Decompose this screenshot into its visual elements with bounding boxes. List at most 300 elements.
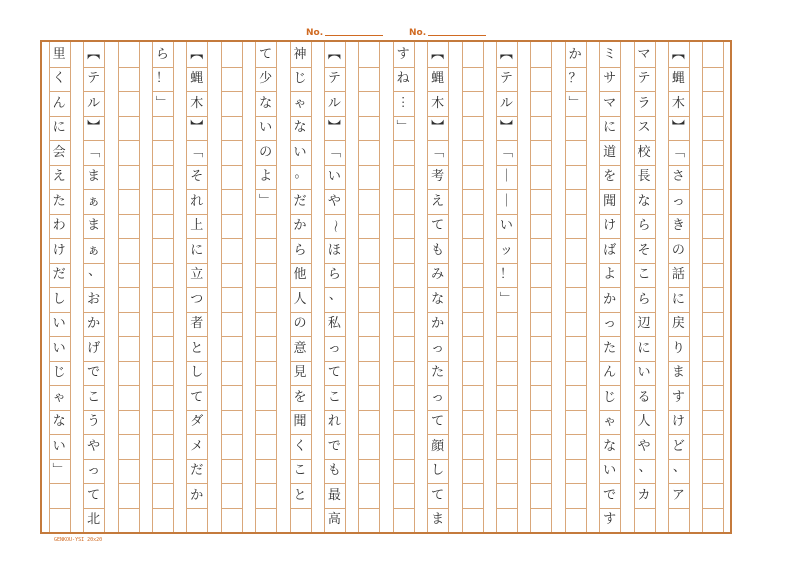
manuscript-char: ど	[671, 438, 685, 454]
manuscript-char: ア	[671, 487, 685, 503]
manuscript-char: た	[603, 340, 617, 356]
row-rule	[118, 483, 139, 484]
row-rule	[496, 336, 517, 337]
row-rule	[634, 508, 655, 509]
row-rule	[530, 312, 551, 313]
manuscript-char: 最	[327, 487, 341, 503]
column-rule	[655, 42, 656, 532]
row-rule	[702, 214, 723, 215]
row-rule	[152, 385, 173, 386]
manuscript-char: を	[293, 389, 307, 405]
manuscript-char: テ	[87, 71, 101, 87]
manuscript-char: い	[52, 340, 66, 356]
row-rule	[530, 91, 551, 92]
row-rule	[530, 165, 551, 166]
manuscript-char: ﹂	[155, 95, 169, 111]
row-rule	[462, 361, 483, 362]
column-rule	[173, 42, 174, 532]
row-rule	[393, 459, 414, 460]
row-rule	[221, 410, 242, 411]
header-number-1	[306, 27, 383, 38]
row-rule	[255, 459, 276, 460]
manuscript-char: ﹁	[431, 144, 445, 160]
row-rule	[221, 263, 242, 264]
manuscript-char: た	[431, 365, 445, 381]
row-rule	[152, 312, 173, 313]
manuscript-char: サ	[603, 71, 617, 87]
manuscript-char: な	[293, 120, 307, 136]
row-rule	[496, 385, 517, 386]
manuscript-char: て	[431, 218, 445, 234]
row-rule	[255, 508, 276, 509]
manuscript-char: ん	[52, 95, 66, 111]
row-rule	[393, 410, 414, 411]
row-rule	[255, 312, 276, 313]
manuscript-char: ﹂	[259, 193, 273, 209]
manuscript-char: 木	[671, 95, 685, 111]
row-rule	[358, 214, 379, 215]
manuscript-char: ﹁	[87, 144, 101, 160]
manuscript-char: 他	[293, 267, 307, 283]
manuscript-char: ︼	[327, 120, 341, 136]
manuscript-char: な	[637, 193, 651, 209]
row-rule	[358, 189, 379, 190]
manuscript-char: さ	[671, 169, 685, 185]
row-rule	[530, 434, 551, 435]
row-rule	[496, 312, 517, 313]
column-rule	[483, 42, 484, 532]
row-rule	[530, 263, 551, 264]
manuscript-char: 見	[293, 365, 307, 381]
manuscript-char: 蝿	[431, 71, 445, 87]
manuscript-char: に	[603, 120, 617, 136]
column-rule	[586, 42, 587, 532]
row-rule	[358, 116, 379, 117]
column-rule	[276, 42, 277, 532]
manuscript-char: 聞	[293, 414, 307, 430]
header-number-2	[409, 27, 486, 38]
row-rule	[255, 361, 276, 362]
column-rule	[379, 42, 380, 532]
column-rule	[345, 42, 346, 532]
manuscript-char: ぁ	[87, 193, 101, 209]
manuscript-char: カ	[637, 487, 651, 503]
manuscript-char: 立	[190, 267, 204, 283]
row-rule	[565, 336, 586, 337]
row-rule	[358, 312, 379, 313]
manuscript-char: い	[293, 144, 307, 160]
manuscript-char: ︼	[671, 120, 685, 136]
manuscript-char: だ	[52, 267, 66, 283]
manuscript-char: い	[499, 218, 513, 234]
row-rule	[702, 508, 723, 509]
manuscript-char: ミ	[603, 46, 617, 62]
column-rule	[723, 42, 724, 532]
manuscript-char: ﹁	[671, 144, 685, 160]
row-rule	[393, 238, 414, 239]
manuscript-char: ゃ	[52, 389, 66, 405]
row-rule	[152, 459, 173, 460]
manuscript-char: ほ	[327, 242, 341, 258]
row-rule	[565, 263, 586, 264]
row-rule	[393, 140, 414, 141]
row-rule	[49, 508, 70, 509]
row-rule	[118, 361, 139, 362]
column-rule	[139, 42, 140, 532]
row-rule	[358, 434, 379, 435]
column-rule	[689, 42, 690, 532]
manuscript-char: っ	[327, 340, 341, 356]
manuscript-char: 考	[431, 169, 445, 185]
row-rule	[702, 312, 723, 313]
manuscript-char: じ	[293, 71, 307, 87]
row-rule	[221, 434, 242, 435]
manuscript-char: ら	[637, 218, 651, 234]
manuscript-char: や	[87, 438, 101, 454]
row-rule	[393, 483, 414, 484]
row-rule	[358, 508, 379, 509]
manuscript-char: に	[637, 340, 651, 356]
manuscript-char: 蝿	[671, 71, 685, 87]
row-rule	[358, 140, 379, 141]
header-number-line	[325, 27, 383, 36]
row-rule	[530, 287, 551, 288]
row-rule	[530, 483, 551, 484]
manuscript-char: て	[327, 365, 341, 381]
manuscript-char: と	[293, 487, 307, 503]
manuscript-char: い	[637, 365, 651, 381]
column-rule	[620, 42, 621, 532]
manuscript-char: 話	[671, 267, 685, 283]
row-rule	[118, 140, 139, 141]
manuscript-char: ル	[327, 95, 341, 111]
manuscript-char: う	[87, 414, 101, 430]
row-rule	[221, 91, 242, 92]
row-rule	[462, 312, 483, 313]
row-rule	[221, 385, 242, 386]
row-rule	[462, 140, 483, 141]
manuscript-char: っ	[671, 193, 685, 209]
manuscript-char: ダ	[190, 414, 204, 430]
row-rule	[530, 214, 551, 215]
column-rule	[242, 42, 243, 532]
row-rule	[496, 410, 517, 411]
manuscript-char: ら	[327, 267, 341, 283]
manuscript-char: 木	[431, 95, 445, 111]
row-rule	[358, 287, 379, 288]
manuscript-char: 者	[190, 316, 204, 332]
row-rule	[152, 263, 173, 264]
manuscript-char: マ	[637, 46, 651, 62]
manuscript-char: 戻	[671, 316, 685, 332]
manuscript-char: ﹂	[52, 463, 66, 479]
manuscript-char: ス	[637, 120, 651, 136]
row-rule	[530, 67, 551, 68]
manuscript-char: か	[87, 316, 101, 332]
manuscript-char: 上	[190, 218, 204, 234]
row-rule	[462, 385, 483, 386]
manuscript-char: つ	[190, 291, 204, 307]
row-rule	[358, 91, 379, 92]
manuscript-char: ︼	[87, 120, 101, 136]
manuscript-char: ッ	[499, 242, 513, 258]
row-rule	[152, 410, 173, 411]
row-rule	[702, 434, 723, 435]
row-rule	[496, 483, 517, 484]
manuscript-char: お	[87, 291, 101, 307]
row-rule	[221, 312, 242, 313]
row-rule	[393, 508, 414, 509]
manuscript-char: テ	[327, 71, 341, 87]
manuscript-char: れ	[327, 414, 341, 430]
row-rule	[255, 410, 276, 411]
manuscript-char: ︻	[671, 46, 685, 62]
row-rule	[255, 214, 276, 215]
manuscript-char: 木	[190, 95, 204, 111]
row-rule	[565, 165, 586, 166]
manuscript-char: ま	[87, 218, 101, 234]
row-rule	[565, 140, 586, 141]
manuscript-char: ︻	[327, 46, 341, 62]
row-rule	[702, 336, 723, 337]
manuscript-char: け	[603, 218, 617, 234]
row-rule	[118, 165, 139, 166]
row-rule	[393, 361, 414, 362]
manuscript-char: ま	[671, 365, 685, 381]
row-rule	[118, 238, 139, 239]
manuscript-char: ︻	[87, 46, 101, 62]
manuscript-char: 少	[259, 71, 273, 87]
row-rule	[186, 508, 207, 509]
row-rule	[702, 287, 723, 288]
row-rule	[530, 189, 551, 190]
row-rule	[118, 287, 139, 288]
row-rule	[496, 508, 517, 509]
manuscript-char: す	[671, 389, 685, 405]
row-rule	[496, 361, 517, 362]
manuscript-char: っ	[603, 316, 617, 332]
row-rule	[702, 238, 723, 239]
manuscript-char: ﹁	[499, 144, 513, 160]
manuscript-char: な	[431, 291, 445, 307]
manuscript-char: 長	[637, 169, 651, 185]
footer-label: GENKOU-YSI 20x20	[54, 537, 103, 543]
row-rule	[462, 459, 483, 460]
manuscript-char: ！	[155, 71, 169, 87]
manuscript-char: の	[671, 242, 685, 258]
row-rule	[565, 434, 586, 435]
row-rule	[462, 287, 483, 288]
column-rule	[448, 42, 449, 532]
row-rule	[221, 336, 242, 337]
row-rule	[152, 238, 173, 239]
row-rule	[221, 140, 242, 141]
row-rule	[152, 336, 173, 337]
manuscript-char: て	[259, 46, 273, 62]
row-rule	[462, 67, 483, 68]
manuscript-char: ︼	[431, 120, 445, 136]
row-rule	[565, 189, 586, 190]
row-rule	[152, 287, 173, 288]
row-rule	[118, 91, 139, 92]
manuscript-char: こ	[87, 389, 101, 405]
row-rule	[290, 508, 311, 509]
manuscript-char: し	[431, 463, 445, 479]
manuscript-char: て	[431, 414, 445, 430]
row-rule	[118, 189, 139, 190]
row-rule	[221, 459, 242, 460]
manuscript-char: メ	[190, 438, 204, 454]
row-rule	[118, 67, 139, 68]
manuscript-char: か	[603, 291, 617, 307]
manuscript-char: だ	[293, 193, 307, 209]
row-rule	[530, 140, 551, 141]
manuscript-char: ら	[637, 291, 651, 307]
manuscript-char: り	[671, 340, 685, 356]
manuscript-char: ら	[155, 46, 169, 62]
manuscript-char: ﹂	[499, 291, 513, 307]
row-rule	[358, 361, 379, 362]
row-rule	[462, 165, 483, 166]
row-rule	[393, 189, 414, 190]
manuscript-char: す	[603, 512, 617, 528]
manuscript-char: に	[671, 291, 685, 307]
row-rule	[702, 410, 723, 411]
manuscript-char: な	[52, 414, 66, 430]
row-rule	[462, 508, 483, 509]
row-rule	[530, 508, 551, 509]
manuscript-char: よ	[259, 169, 273, 185]
row-rule	[702, 165, 723, 166]
manuscript-char: け	[52, 242, 66, 258]
column-rule	[551, 42, 552, 532]
manuscript-char: ね	[396, 71, 410, 87]
header-number-label: No.	[306, 28, 324, 38]
column-rule	[311, 42, 312, 532]
row-rule	[565, 410, 586, 411]
manuscript-char: 蝿	[190, 71, 204, 87]
manuscript-char: な	[259, 95, 273, 111]
manuscript-char: の	[293, 316, 307, 332]
manuscript-char: ︼	[190, 120, 204, 136]
manuscript-sheet	[40, 40, 732, 534]
manuscript-char: ｜	[499, 193, 513, 209]
row-rule	[530, 459, 551, 460]
manuscript-char: ま	[87, 169, 101, 185]
row-rule	[496, 459, 517, 460]
row-rule	[152, 483, 173, 484]
manuscript-char: す	[396, 46, 410, 62]
row-rule	[530, 238, 551, 239]
row-rule	[565, 508, 586, 509]
manuscript-char: し	[190, 365, 204, 381]
row-rule	[358, 336, 379, 337]
manuscript-char: て	[190, 389, 204, 405]
manuscript-char: み	[431, 267, 445, 283]
manuscript-char: く	[52, 71, 66, 87]
row-rule	[255, 483, 276, 484]
manuscript-char: ︻	[431, 46, 445, 62]
column-rule	[517, 42, 518, 532]
manuscript-char: な	[603, 438, 617, 454]
row-rule	[221, 116, 242, 117]
manuscript-char: ル	[87, 95, 101, 111]
row-rule	[462, 189, 483, 190]
manuscript-char: に	[190, 242, 204, 258]
manuscript-char: 神	[293, 46, 307, 62]
row-rule	[702, 459, 723, 460]
row-rule	[565, 361, 586, 362]
manuscript-char: い	[259, 120, 273, 136]
manuscript-char: ら	[293, 242, 307, 258]
manuscript-char: 私	[327, 316, 341, 332]
row-rule	[462, 238, 483, 239]
row-rule	[255, 385, 276, 386]
manuscript-char: え	[52, 169, 66, 185]
row-rule	[221, 214, 242, 215]
manuscript-char: こ	[327, 389, 341, 405]
manuscript-char: い	[327, 169, 341, 185]
manuscript-char: く	[293, 438, 307, 454]
row-rule	[702, 263, 723, 264]
row-rule	[118, 116, 139, 117]
manuscript-char: ﹁	[190, 144, 204, 160]
manuscript-char: マ	[603, 95, 617, 111]
manuscript-char: 人	[293, 291, 307, 307]
manuscript-char: ︻	[190, 46, 204, 62]
manuscript-char: で	[603, 487, 617, 503]
manuscript-char: ︻	[499, 46, 513, 62]
manuscript-char: こ	[293, 463, 307, 479]
manuscript-char: っ	[87, 463, 101, 479]
column-rule	[207, 42, 208, 532]
row-rule	[221, 508, 242, 509]
row-rule	[152, 140, 173, 141]
row-rule	[702, 116, 723, 117]
row-rule	[118, 410, 139, 411]
row-rule	[462, 483, 483, 484]
manuscript-char: や	[327, 193, 341, 209]
row-rule	[255, 336, 276, 337]
manuscript-char: ゃ	[293, 95, 307, 111]
manuscript-char: ぁ	[87, 242, 101, 258]
manuscript-char: ！	[499, 267, 513, 283]
manuscript-char: 意	[293, 340, 307, 356]
manuscript-char: ︙	[396, 95, 410, 111]
manuscript-char: 人	[637, 414, 651, 430]
row-rule	[221, 361, 242, 362]
manuscript-char: い	[52, 438, 66, 454]
row-rule	[118, 214, 139, 215]
manuscript-char: ？	[568, 71, 582, 87]
row-rule	[565, 238, 586, 239]
manuscript-char: ﹁	[327, 144, 341, 160]
row-rule	[358, 67, 379, 68]
row-rule	[152, 214, 173, 215]
row-rule	[462, 336, 483, 337]
manuscript-char: ラ	[637, 95, 651, 111]
row-rule	[118, 459, 139, 460]
manuscript-char: て	[431, 487, 445, 503]
manuscript-char: 高	[327, 512, 341, 528]
manuscript-char: 、	[328, 288, 342, 303]
manuscript-char: い	[52, 316, 66, 332]
row-rule	[496, 434, 517, 435]
manuscript-char: け	[671, 414, 685, 430]
row-rule	[393, 214, 414, 215]
manuscript-char: も	[431, 242, 445, 258]
manuscript-char: そ	[637, 242, 651, 258]
